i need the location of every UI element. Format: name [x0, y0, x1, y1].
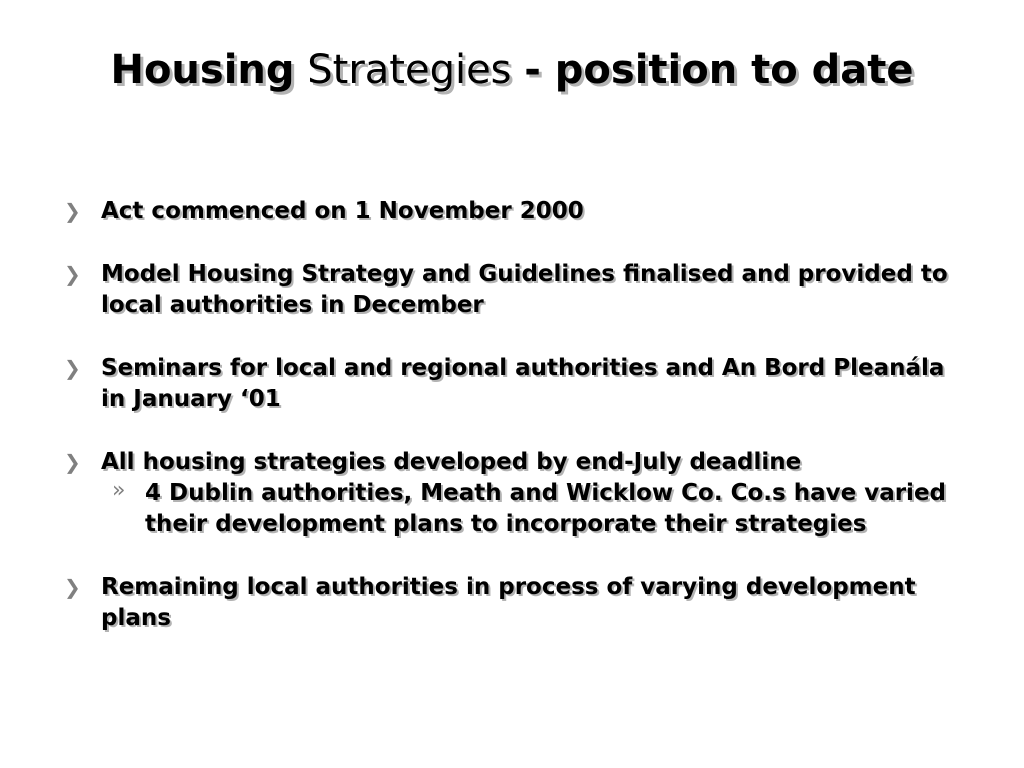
bullet-item	[60, 353, 970, 415]
bullet-arrow-icon: ❯	[64, 199, 81, 223]
bullet-arrow-icon: ❯	[64, 450, 81, 474]
sub-bullet-item	[60, 478, 970, 540]
title-part-position: - position to date	[524, 47, 914, 93]
bullet-list	[60, 196, 970, 634]
bullet-text: All housing strategies developed by end-July deadline	[101, 449, 802, 475]
bullet-arrow-icon: ❯	[64, 575, 81, 599]
bullet-item	[60, 259, 970, 321]
bullet-item	[60, 196, 970, 227]
bullet-arrow-icon: ❯	[64, 356, 81, 380]
title-part-strategies: Strategies	[294, 47, 525, 93]
bullet-text: Act commenced on 1 November 2000	[101, 198, 584, 224]
slide-title	[0, 44, 1024, 96]
bullet-item	[60, 447, 970, 478]
sub-bullet-chevron-icon: »	[112, 478, 126, 503]
bullet-text: Seminars for local and regional authorities and An Bord Pleanála in January ‘01	[101, 355, 945, 412]
bullet-text: Remaining local authorities in process of varying development plans	[101, 574, 916, 631]
bullet-text: Model Housing Strategy and Guidelines finalised and provided to local authorities in December	[101, 261, 948, 318]
title-part-housing: Housing	[110, 47, 295, 93]
sub-bullet-text: 4 Dublin authorities, Meath and Wicklow Co. Co.s have varied their development plans to incorporate their strategies	[145, 480, 947, 537]
bullet-item	[60, 572, 970, 634]
bullet-arrow-icon: ❯	[64, 262, 81, 286]
